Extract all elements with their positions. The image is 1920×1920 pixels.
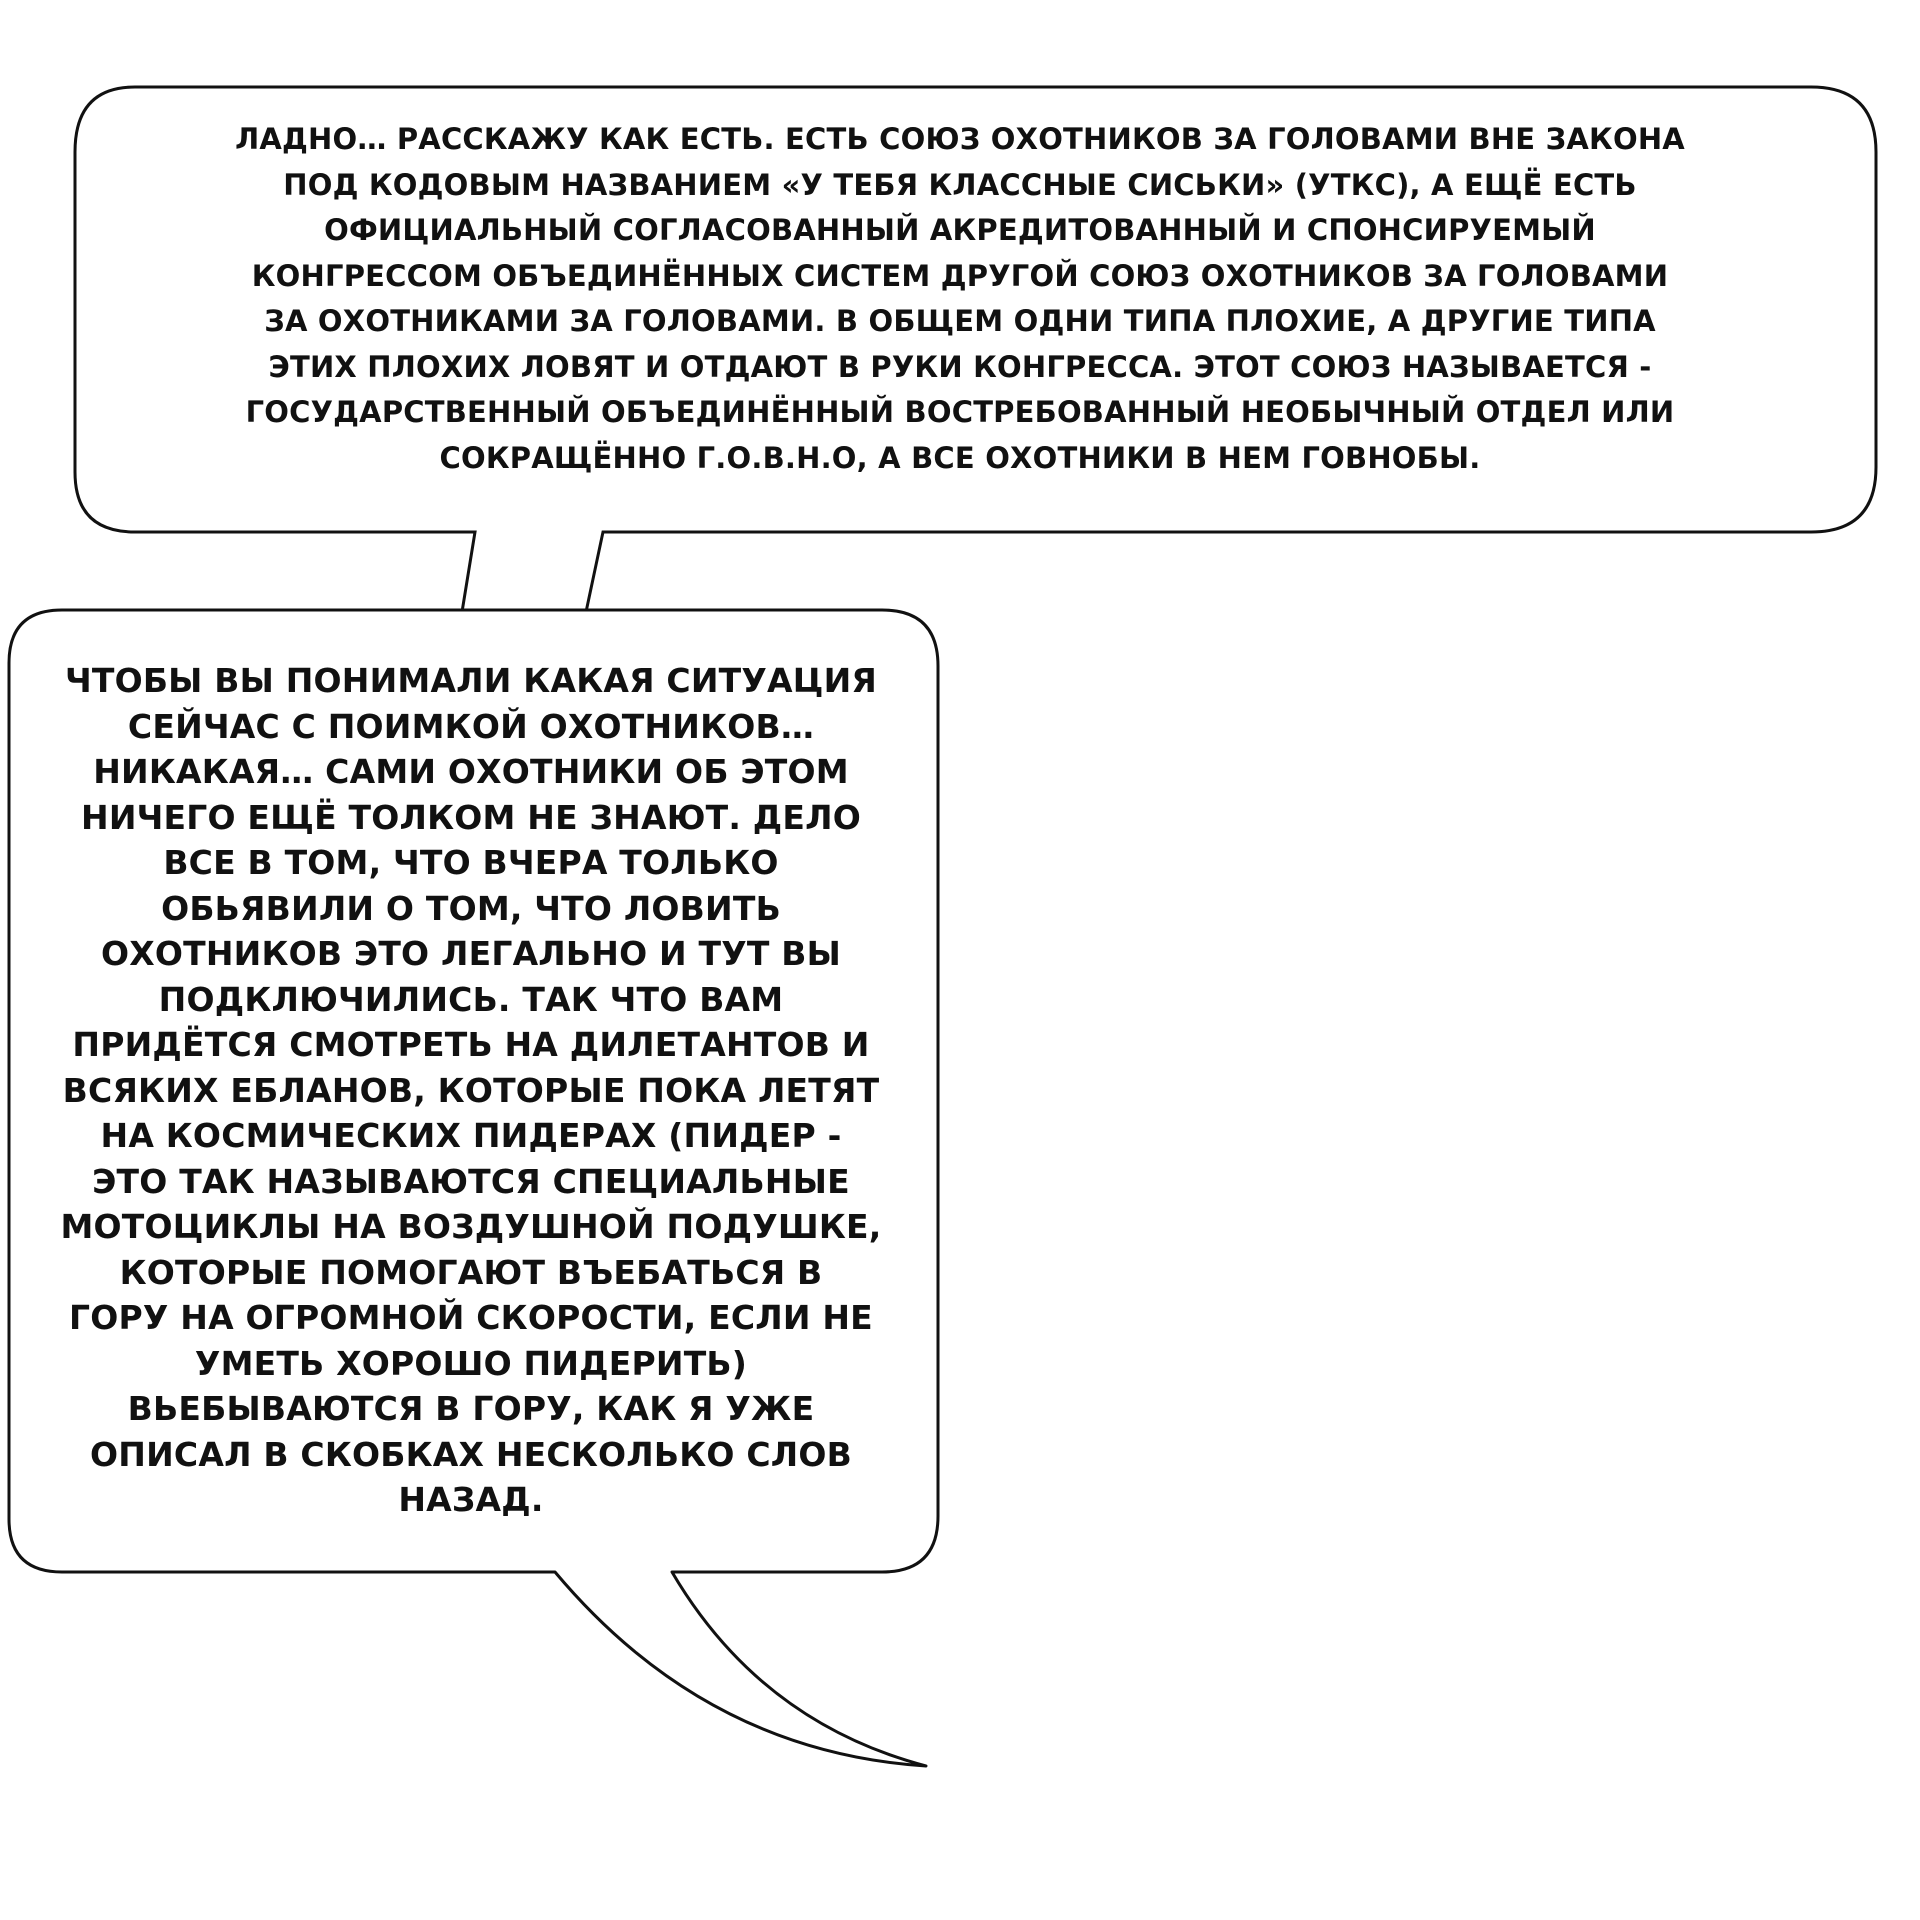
bottom-bubble-line: КОТОРЫЕ ПОМОГАЮТ ВЪЕБАТЬСЯ В (119, 1252, 823, 1292)
top-bubble-line: ЛАДНО… РАССКАЖУ КАК ЕСТЬ. ЕСТЬ СОЮЗ ОХОТНИКОВ ЗА ГОЛОВАМИ ВНЕ ЗАКОНА (235, 122, 1685, 156)
bottom-bubble-line: ОХОТНИКОВ ЭТО ЛЕГАЛЬНО И ТУТ ВЫ (100, 934, 842, 973)
bottom-bubble-line: ПРИДЁТСЯ СМОТРЕТЬ НА ДИЛЕТАНТОВ И (72, 1025, 870, 1064)
top-bubble-line: ЭТИХ ПЛОХИХ ЛОВЯТ И ОТДАЮТ В РУКИ КОНГРЕССА. ЭТОТ СОЮЗ НАЗЫВАЕТСЯ - (268, 349, 1652, 384)
bottom-bubble-line: ГОРУ НА ОГРОМНОЙ СКОРОСТИ, ЕСЛИ НЕ (69, 1298, 873, 1337)
top-bubble-line: ГОСУДАРСТВЕННЫЙ ОБЪЕДИНЁННЫЙ ВОСТРЕБОВАННЫЙ НЕОБЫЧНЫЙ ОТДЕЛ ИЛИ (245, 395, 1675, 429)
bottom-bubble-line: ВЬЕБЫВАЮТСЯ В ГОРУ, КАК Я УЖЕ (127, 1389, 815, 1428)
bottom-bubble-line: ВСЕ В ТОМ, ЧТО ВЧЕРА ТОЛЬКО (163, 843, 779, 882)
bottom-bubble-line: МОТОЦИКЛЫ НА ВОЗДУШНОЙ ПОДУШКЕ, (60, 1207, 882, 1246)
top-bubble-line: ПОД КОДОВЫМ НАЗВАНИЕМ «У ТЕБЯ КЛАССНЫЕ СИСЬКИ» (УТКС), А ЕЩЁ ЕСТЬ (283, 167, 1637, 202)
top-bubble-line: КОНГРЕССОМ ОБЪЕДИНЁННЫХ СИСТЕМ ДРУГОЙ СОЮЗ ОХОТНИКОВ ЗА ГОЛОВАМИ (251, 258, 1669, 293)
bottom-bubble-line: ПОДКЛЮЧИЛИСЬ. ТАК ЧТО ВАМ (158, 979, 784, 1019)
bottom-bubble-line: ЭТО ТАК НАЗЫВАЮТСЯ СПЕЦИАЛЬНЫЕ (92, 1161, 850, 1201)
top-bubble-line: ОФИЦИАЛЬНЫЙ СОГЛАСОВАННЫЙ АКРЕДИТОВАННЫЙ И СПОНСИРУЕМЫЙ (324, 213, 1596, 247)
bottom-bubble-line: ВСЯКИХ ЕБЛАНОВ, КОТОРЫЕ ПОКА ЛЕТЯТ (62, 1070, 880, 1110)
bottom-bubble-text (14, 658, 928, 1523)
bottom-bubble-line: НИЧЕГО ЕЩЁ ТОЛКОМ НЕ ЗНАЮТ. ДЕЛО (81, 797, 861, 837)
top-bubble-line: СОКРАЩЁННО Г.О.В.Н.О, А ВСЕ ОХОТНИКИ В НЕМ ГОВНОБЫ. (439, 440, 1481, 475)
top-bubble-text (80, 117, 1840, 481)
bottom-bubble-line: ОБЬЯВИЛИ О ТОМ, ЧТО ЛОВИТЬ (161, 888, 781, 928)
bottom-bubble-line: НАЗАД. (398, 1480, 544, 1519)
bottom-bubble-line: ЧТОБЫ ВЫ ПОНИМАЛИ КАКАЯ СИТУАЦИЯ (65, 661, 877, 700)
bottom-bubble-line: НА КОСМИЧЕСКИХ ПИДЕРАХ (ПИДЕР - (100, 1116, 842, 1155)
bottom-bubble-line: ОПИСАЛ В СКОБКАХ НЕСКОЛЬКО СЛОВ (90, 1434, 852, 1474)
bottom-bubble-line: НИКАКАЯ… САМИ ОХОТНИКИ ОБ ЭТОМ (93, 752, 849, 791)
bottom-bubble-line: СЕЙЧАС С ПОИМКОЙ ОХОТНИКОВ… (127, 706, 815, 746)
bottom-bubble-line: УМЕТЬ ХОРОШО ПИДЕРИТЬ) (194, 1343, 748, 1383)
top-bubble-line: ЗА ОХОТНИКАМИ ЗА ГОЛОВАМИ. В ОБЩЕМ ОДНИ ТИПА ПЛОХИЕ, А ДРУГИЕ ТИПА (264, 304, 1656, 338)
